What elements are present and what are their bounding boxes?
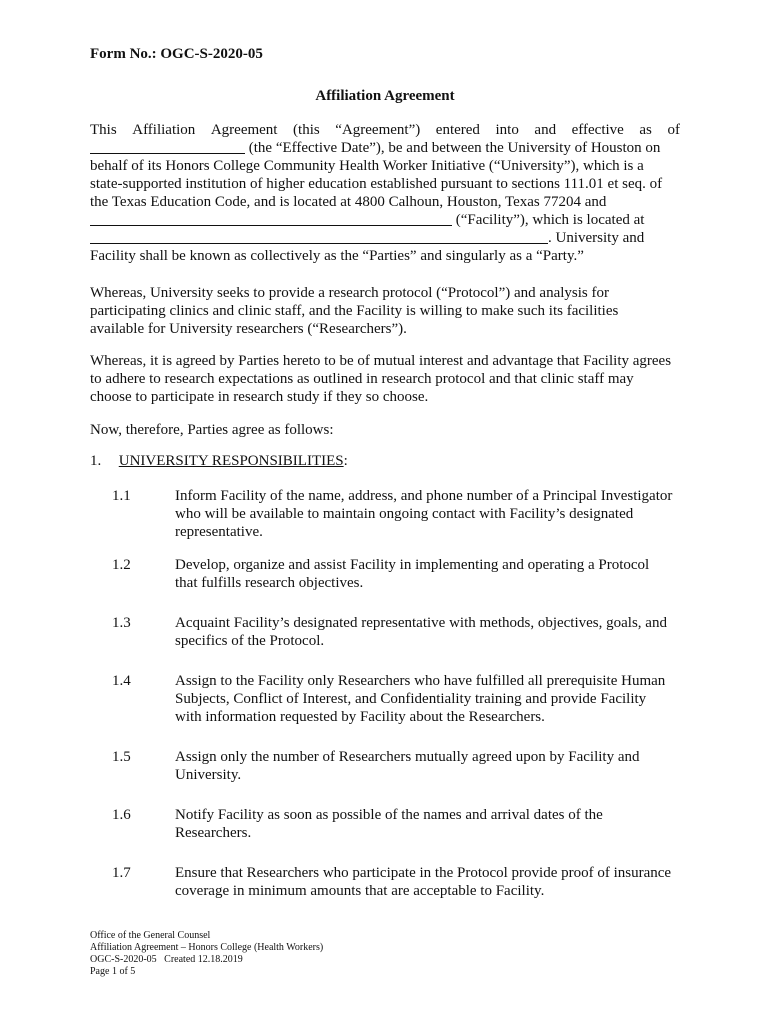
intro-word: of — [667, 122, 680, 138]
clause-number: 1.7 — [112, 865, 131, 881]
clause-text — [175, 806, 680, 842]
page-number: Page 1 of 5 — [90, 966, 136, 977]
whereas-paragraph-1 — [90, 284, 680, 338]
facility-location-blank[interactable] — [90, 229, 548, 244]
clause-line: that fulfills research objectives. — [175, 575, 364, 591]
intro-text: behalf of its Honors College Community Health Worker Initiative (“University”), which is a — [90, 158, 644, 174]
facility-name-blank[interactable] — [90, 211, 452, 226]
intro-word: and — [534, 122, 557, 138]
clause-text — [175, 614, 680, 650]
clause-line: with information requested by Facility about the Researchers. — [175, 709, 545, 725]
page-footer — [90, 930, 323, 978]
footer-doc-title: Affiliation Agreement – Honors College (Health Workers) — [90, 942, 324, 953]
clause-line: Ensure that Researchers who participate in the Protocol provide proof of insurance — [175, 865, 672, 881]
intro-word: effective — [571, 122, 624, 138]
clause-text — [175, 748, 680, 784]
intro-word: entered — [435, 122, 480, 138]
footer-office: Office of the General Counsel — [90, 930, 211, 941]
clause-number: 1.2 — [112, 557, 131, 573]
intro-word: Affiliation — [132, 122, 196, 138]
clause-number: 1.6 — [112, 807, 131, 823]
clause-line: who will be available to maintain ongoing contact with Facility’s designated — [175, 506, 634, 522]
now-therefore: Now, therefore, Parties agree as follows: — [90, 422, 334, 438]
section-colon: : — [343, 453, 348, 469]
whereas-paragraph-2 — [90, 352, 680, 406]
clause-text — [175, 487, 680, 541]
intro-word: into — [495, 122, 519, 138]
clause-line: University. — [175, 767, 242, 783]
intro-line-6 — [90, 211, 680, 229]
intro-line-5 — [90, 193, 680, 211]
clause-line: Acquaint Facility’s designated representative with methods, objectives, goals, and — [175, 615, 667, 631]
effective-date-blank[interactable] — [90, 139, 245, 154]
intro-text: state-supported institution of higher education established pursuant to sections 111.01 et seq. of — [90, 176, 663, 192]
clause-text — [175, 864, 680, 900]
clause-number: 1.3 — [112, 615, 131, 631]
intro-word: Agreement — [210, 122, 278, 138]
paragraph-line: Whereas, it is agreed by Parties hereto to be of mutual interest and advantage that Facility agrees — [90, 353, 672, 369]
clause-line: representative. — [175, 524, 263, 540]
clause-number: 1.5 — [112, 749, 131, 765]
document-title: Affiliation Agreement — [315, 88, 455, 104]
intro-line-7 — [90, 229, 680, 247]
intro-word: (this — [293, 122, 320, 138]
form-number: Form No.: OGC-S-2020-05 — [90, 46, 263, 62]
paragraph-line: Whereas, University seeks to provide a research protocol (“Protocol”) and analysis for — [90, 285, 609, 301]
clause-line: specifics of the Protocol. — [175, 633, 325, 649]
section-title: UNIVERSITY RESPONSIBILITIES — [118, 453, 344, 469]
intro-text: the Texas Education Code, and is located at 4800 Calhoun, Houston, Texas 77204 and — [90, 194, 607, 210]
clause-line: Assign to the Facility only Researchers who have fulfilled all prerequisite Human — [175, 673, 666, 689]
clause-line: Researchers. — [175, 825, 252, 841]
intro-text: (the “Effective Date”), be and between the University of Houston on — [245, 140, 661, 156]
intro-text: . University and — [548, 230, 645, 246]
clause-line: Inform Facility of the name, address, and phone number of a Principal Investigator — [175, 488, 673, 504]
clause-line: Assign only the number of Researchers mutually agreed upon by Facility and — [175, 749, 640, 765]
clause-text — [175, 672, 680, 726]
intro-text: Facility shall be known as collectively as the “Parties” and singularly as a “Party.” — [90, 248, 584, 264]
clause-number: 1.1 — [112, 488, 131, 504]
section-1-heading — [90, 453, 348, 470]
clause-text — [175, 556, 680, 592]
intro-text: (“Facility”), which is located at — [452, 212, 645, 228]
clause-line: Subjects, Conflict of Interest, and Confidentiality training and provide Facility — [175, 691, 647, 707]
paragraph-line: choose to participate in research study if they so choose. — [90, 389, 429, 405]
intro-line-8 — [90, 247, 680, 265]
intro-word: This — [90, 122, 117, 138]
intro-line-2 — [90, 139, 680, 157]
paragraph-line: participating clinics and clinic staff, and the Facility is willing to make such its facilities — [90, 303, 619, 319]
intro-line-3 — [90, 157, 680, 175]
clause-number: 1.4 — [112, 673, 131, 689]
paragraph-line: to adhere to research expectations as outlined in research protocol and that clinic staff may — [90, 371, 634, 387]
clause-line: Develop, organize and assist Facility in implementing and operating a Protocol — [175, 557, 650, 573]
intro-line-4 — [90, 175, 680, 193]
clause-line: coverage in minimum amounts that are acceptable to Facility. — [175, 883, 545, 899]
intro-word: as — [639, 122, 652, 138]
paragraph-line: available for University researchers (“Researchers”). — [90, 321, 407, 337]
section-number: 1. — [90, 453, 102, 469]
footer-doc-id: OGC-S-2020-05 Created 12.18.2019 — [90, 954, 243, 965]
intro-line-1 — [90, 121, 680, 139]
intro-paragraph — [90, 121, 680, 265]
intro-word: “Agreement”) — [335, 122, 421, 138]
clause-line: Notify Facility as soon as possible of the names and arrival dates of the — [175, 807, 603, 823]
